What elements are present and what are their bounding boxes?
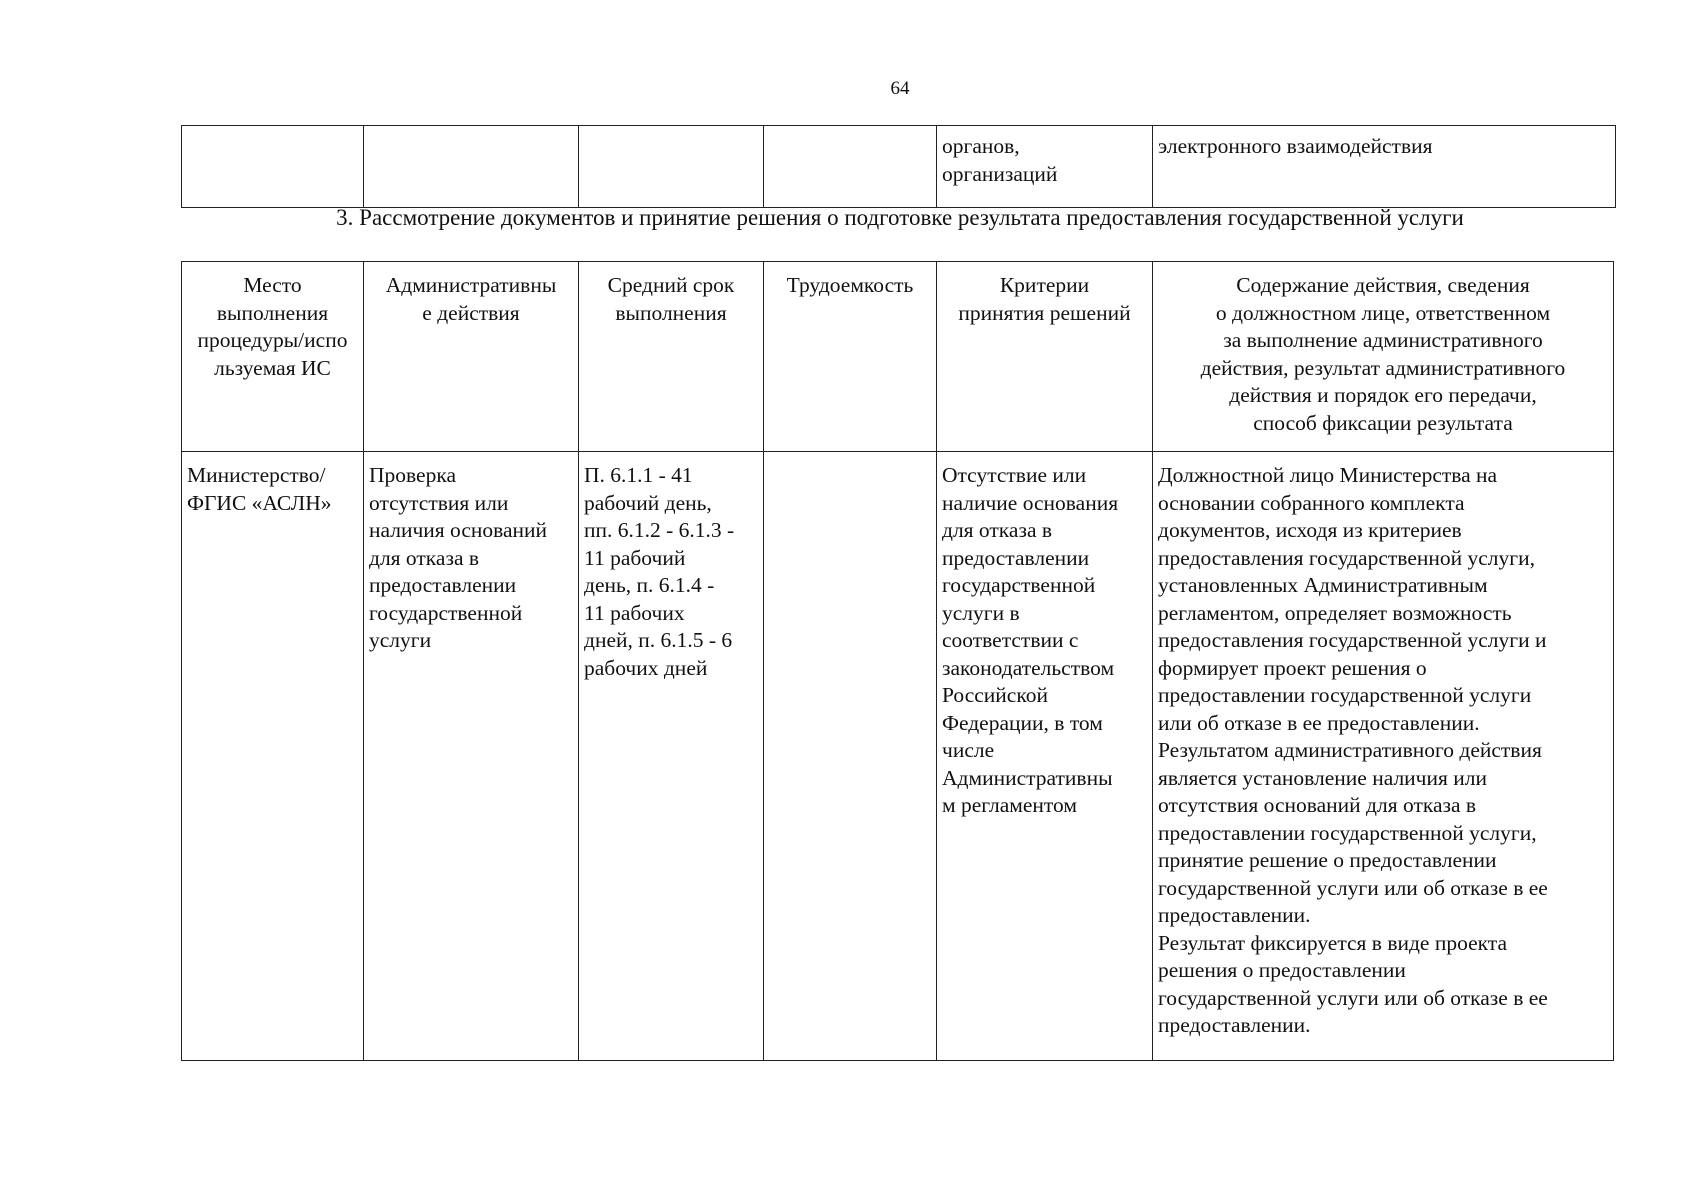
table-header-row [182, 262, 1614, 452]
header-term: Средний срок выполнения [579, 262, 764, 452]
cell-content: Должностной лицо Министерства на основании собранного комплекта документов, исходя из критериев предоставления государственной услуги, установленных Административным регламентом, определяет возможность предоставления государственной услуги и формирует проект решения о предоставлении государственной услуги или об отказе в ее предоставлении. Результатом административного действия является установление наличия или отсутствия оснований для отказа в предоставлении государственной услуги, принятие решение о предоставлении государственной услуги или об отказе в ее предоставлении. Результат фиксируется в виде проекта решения о предоставлении государственной услуги или об отказе в ее предоставлении. [1153, 452, 1614, 1061]
header-actions: Административны е действия [364, 262, 579, 452]
section-title: 3. Рассмотрение документов и принятие решения о подготовке результата предоставления государственной услуги [336, 205, 1464, 230]
continuation-cell-term [579, 126, 764, 208]
cell-labor [764, 452, 937, 1061]
cell-actions: Проверка отсутствия или наличия оснований для отказа в предоставлении государственной услуги [364, 452, 579, 1061]
header-criteria: Критерии принятия решений [937, 262, 1153, 452]
continuation-cell-content: электронного взаимодействия [1153, 126, 1616, 208]
header-content: Содержание действия, сведения о должностном лице, ответственном за выполнение административного действия, результат административного действия и порядок его передачи, способ фиксации результата [1153, 262, 1614, 452]
page-number: 64 [890, 78, 910, 99]
cell-term: П. 6.1.1 - 41 рабочий день, пп. 6.1.2 - 6.1.3 - 11 рабочий день, п. 6.1.4 - 11 рабочих дней, п. 6.1.5 - 6 рабочих дней [579, 452, 764, 1061]
cell-place: Министерство/ ФГИС «АСЛН» [182, 452, 364, 1061]
continuation-cell-criteria: органов, организаций [937, 126, 1153, 208]
continuation-cell-place [182, 126, 364, 208]
cell-criteria: Отсутствие или наличие основания для отказа в предоставлении государственной услуги в соответствии с законодательством Российской Федерации, в том числе Административны м регламентом [937, 452, 1153, 1061]
continuation-table [181, 125, 1616, 208]
continuation-cell-action [364, 126, 579, 208]
continuation-row [182, 126, 1616, 208]
continuation-cell-labor [764, 126, 937, 208]
header-labor: Трудоемкость [764, 262, 937, 452]
procedure-table [181, 261, 1614, 1061]
header-place: Место выполнения процедуры/испо льзуемая ИС [182, 262, 364, 452]
table-row [182, 452, 1614, 1061]
